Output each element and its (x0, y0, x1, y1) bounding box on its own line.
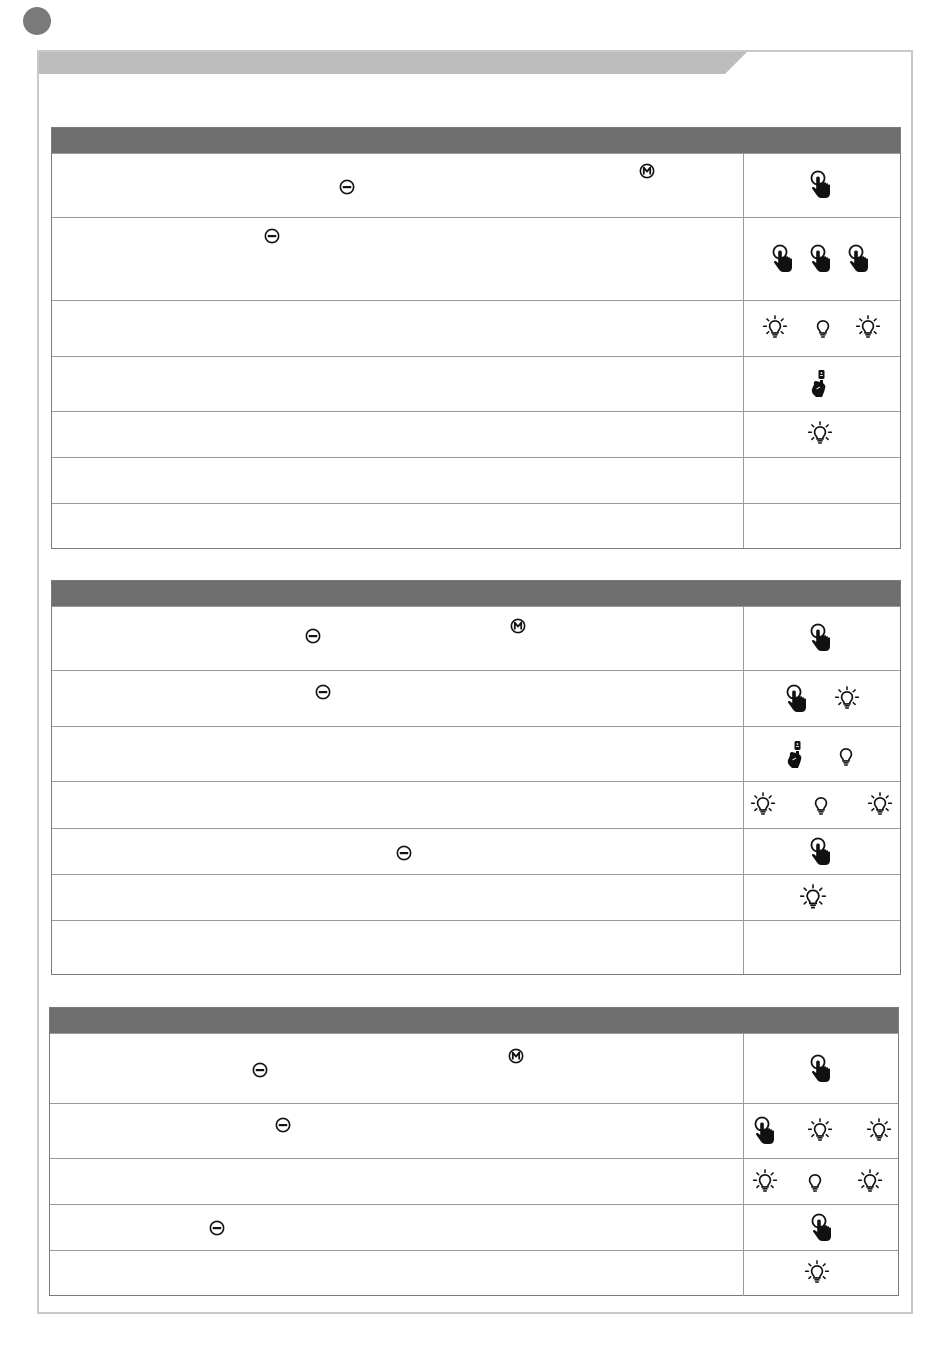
press-icon (809, 623, 833, 653)
minus-button-icon (275, 1117, 291, 1133)
press-icon (809, 837, 833, 867)
m-button-icon (639, 163, 655, 179)
table-row (52, 300, 900, 356)
light-on-icon (866, 1118, 892, 1144)
table-row (50, 1250, 898, 1296)
table-row (52, 781, 900, 828)
table-3 (49, 1007, 899, 1296)
press-icon (785, 684, 809, 714)
minus-button-icon (339, 179, 355, 195)
light-on-icon (752, 1169, 778, 1195)
step-icon-cell (743, 458, 901, 503)
table-header (52, 581, 900, 606)
light-off-icon (802, 1169, 828, 1195)
table-row (52, 411, 900, 457)
press-icon (753, 1116, 777, 1146)
step-icon-cell (743, 727, 901, 781)
section-tab (39, 52, 747, 74)
light-on-icon (750, 792, 776, 818)
minus-button-icon (264, 228, 280, 244)
press-icon (771, 244, 795, 274)
press-icon (847, 244, 871, 274)
step-icon-cell (743, 921, 901, 974)
light-on-icon (799, 884, 827, 912)
light-off-icon (833, 743, 859, 769)
light-on-icon (762, 315, 788, 341)
table-row (52, 920, 900, 974)
press-icon (809, 170, 833, 200)
table-row (50, 1033, 898, 1103)
table-row (52, 606, 900, 670)
minus-button-icon (305, 628, 321, 644)
remote-icon (784, 740, 808, 770)
light-on-icon (867, 792, 893, 818)
minus-button-icon (315, 684, 331, 700)
table-row (52, 874, 900, 920)
table-row (50, 1158, 898, 1204)
table-row (52, 828, 900, 874)
table-row (52, 356, 900, 411)
table-row (52, 457, 900, 503)
table-row (52, 670, 900, 726)
light-on-icon (804, 1260, 830, 1286)
light-off-icon (808, 792, 834, 818)
table-row (52, 153, 900, 217)
table-header (52, 128, 900, 153)
m-button-icon (508, 1048, 524, 1064)
page-marker (23, 7, 51, 35)
minus-button-icon (396, 845, 412, 861)
press-icon (810, 1213, 834, 1243)
table-row (52, 726, 900, 781)
table-row (50, 1204, 898, 1250)
press-icon (809, 1054, 833, 1084)
light-on-icon (807, 421, 833, 447)
table-row (52, 503, 900, 548)
light-on-icon (857, 1169, 883, 1195)
remote-icon (808, 369, 832, 399)
table-row (52, 217, 900, 300)
minus-button-icon (209, 1220, 225, 1236)
table-2 (51, 580, 901, 975)
light-on-icon (807, 1118, 833, 1144)
table-1 (51, 127, 901, 549)
table-row (50, 1103, 898, 1158)
step-icon-cell (743, 671, 901, 726)
light-off-icon (810, 315, 836, 341)
light-on-icon (834, 686, 860, 712)
table-header (50, 1008, 898, 1033)
press-icon (809, 244, 833, 274)
m-button-icon (510, 618, 526, 634)
minus-button-icon (252, 1062, 268, 1078)
light-on-icon (855, 315, 881, 341)
step-icon-cell (743, 504, 901, 548)
